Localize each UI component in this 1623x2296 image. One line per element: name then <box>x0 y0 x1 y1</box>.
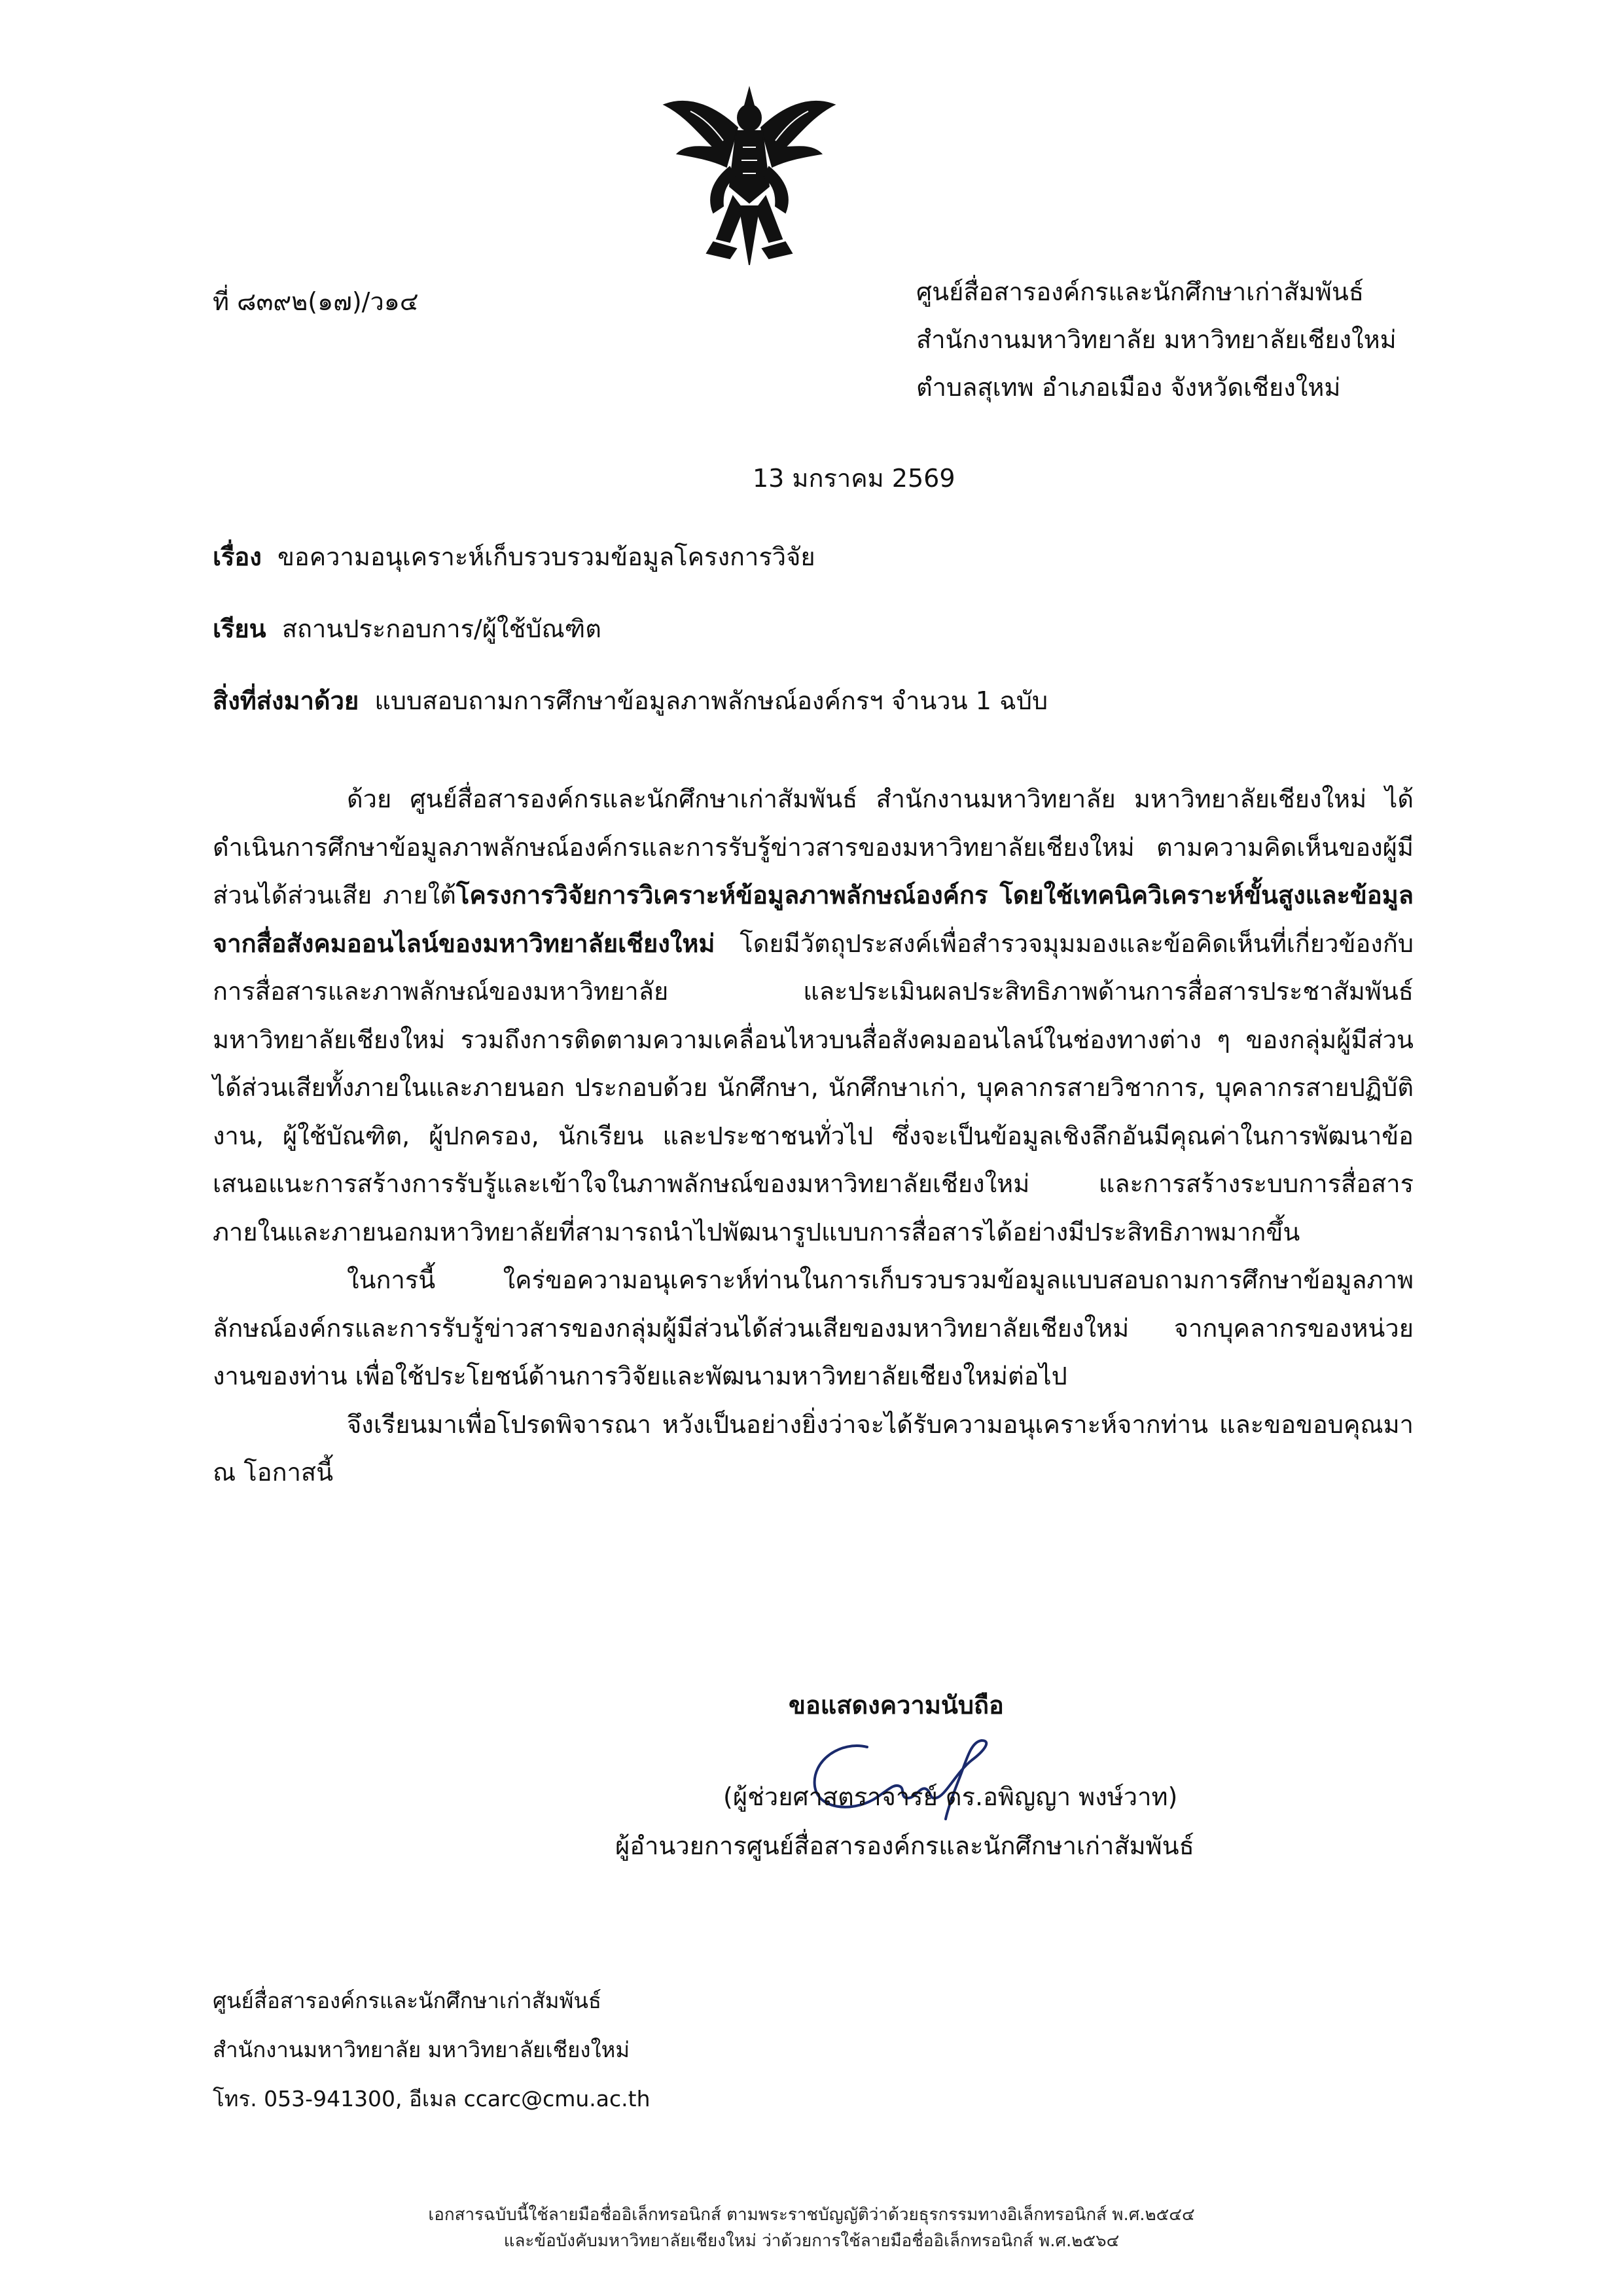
document-number: ที่ ๘๓๙๒(๑๗)/ว๑๔ <box>213 287 419 316</box>
body-paragraph-1 <box>213 775 1414 1256</box>
footer-line: และข้อบังคับมหาวิทยาลัยเชียงใหม่ ว่าด้วยการใช้ลายมือชื่ออิเล็กทรอนิกส์ พ.ศ.๒๕๖๔ <box>503 2231 1120 2251</box>
body-paragraph-3: จึงเรียนมาเพื่อโปรดพิจารณา หวังเป็นอย่างยิ่งว่าจะได้รับความอนุเคราะห์จากท่าน และขอขอบคุณมา ณ โอกาสนี้ <box>213 1409 1414 1487</box>
garuda-emblem-icon <box>651 82 847 278</box>
body-paragraph-2: ในการนี้ ใคร่ขอความอนุเคราะห์ท่านในการเก็บรวบรวมข้อมูลแบบสอบถามการศึกษาข้อมูลภาพลักษณ์องค์กรและการรับรู้ข่าวสารของกลุ่มผู้มีส่วนได้ส่วนเสียของมหาวิทยาลัยเชียงใหม่ จากบุคลากรของหน่วยงานของท่าน เพื่อใช้ประโยชน์ด้านการวิจัยและพัฒนามหาวิทยาลัยเชียงใหม่ต่อไป <box>213 1265 1414 1390</box>
enclosure-label: สิ่งที่ส่งมาด้วย <box>213 686 359 715</box>
letter-body <box>213 775 1414 1497</box>
signer-name: (ผู้ช่วยศาสตราจารย์ ดร.อพิญญา พงษ์วาท) <box>723 1782 1178 1811</box>
contact-unit: ศูนย์สื่อสารองค์กรและนักศึกษาเก่าสัมพันธ์ <box>213 1988 602 2013</box>
sender-line: ศูนย์สื่อสารองค์กรและนักศึกษาเก่าสัมพันธ์ <box>916 277 1364 306</box>
subject-value: ขอความอนุเคราะห์เก็บรวบรวมข้อมูลโครงการวิจัย <box>277 542 815 571</box>
enclosure-value: แบบสอบถามการศึกษาข้อมูลภาพลักษณ์องค์กรฯ จำนวน 1 ฉบับ <box>374 686 1048 715</box>
footer-line: เอกสารฉบับนี้ใช้ลายมือชื่ออิเล็กทรอนิกส์ ตามพระราชบัญญัติว่าด้วยธุรกรรมทางอิเล็กทรอนิกส์ พ.ศ.๒๕๔๔ <box>428 2205 1195 2225</box>
electronic-signature-notice <box>0 2202 1623 2254</box>
paragraph-1-lead: ด้วย ศูนย์สื่อสารองค์กรและนักศึกษาเก่าสัมพันธ์ สำนักงานมหาวิทยาลัย มหาวิทยาลัยเชียงใหม่ ได้ดำเนินการศึกษาข้อมูลภาพลักษณ์องค์กรและการรับรู้ข่าวสารของมหาวิทยาลัยเชียงใหม่ ตามความคิดเห็นของผู้มีส่วนได้ส่วนเสีย ภายใต้ <box>213 785 1414 910</box>
enclosure-line <box>213 680 1048 720</box>
sender-line: ตำบลสุเทพ อำเภอเมือง จังหวัดเชียงใหม่ <box>916 373 1341 402</box>
letter-date: 13 มกราคม 2569 <box>753 464 955 493</box>
subject-line <box>213 537 815 576</box>
recipient-line <box>213 609 601 648</box>
signer-position: ผู้อำนวยการศูนย์สื่อสารองค์กรและนักศึกษาเก่าสัมพันธ์ <box>615 1831 1194 1860</box>
recipient-label: เรียน <box>213 614 266 643</box>
sender-line: สำนักงานมหาวิทยาลัย มหาวิทยาลัยเชียงใหม่ <box>916 325 1397 354</box>
contact-office: สำนักงานมหาวิทยาลัย มหาวิทยาลัยเชียงใหม่ <box>213 2037 630 2062</box>
closing-salutation: ขอแสดงความนับถือ <box>789 1691 1004 1720</box>
paragraph-1-tail: โดยมีวัตถุประสงค์เพื่อสำรวจมุมมองและข้อคิดเห็นที่เกี่ยวข้องกับการสื่อสารและภาพลักษณ์ของมหาวิทยาลัย และประเมินผลประสิทธิภาพด้านการสื่อสารประชาสัมพันธ์มหาวิทยาลัยเชียงใหม่ รวมถึงการติดตามความเคลื่อนไหวบนสื่อสังคมออนไลน์ในช่องทางต่าง ๆ ของกลุ่มผู้มีส่วนได้ส่วนเสียทั้งภายในและภายนอก ประกอบด้วย นักศึกษา, นักศึกษาเก่า, บุคลากรสายวิชาการ, บุคลากรสายปฏิบัติงาน, ผู้ใช้บัณฑิต, ผู้ปกครอง, นักเรียน และประชาชนทั่วไป ซึ่งจะเป็นข้อมูลเชิงลึกอันมีคุณค่าในการพัฒนาข้อเสนอแนะการสร้างการรับรู้และเข้าใจในภาพลักษณ์ของมหาวิทยาลัยเชียงใหม่ และการสร้างระบบการสื่อสารภายในและภายนอกมหาวิทยาลัยที่สามารถนำไปพัฒนารูปแบบการสื่อสารได้อย่างมีประสิทธิภาพมากขึ้น <box>213 928 1414 1246</box>
project-title: โครงการวิจัยการวิเคราะห์ข้อมูลภาพลักษณ์องค์กร โดยใช้เทคนิควิเคราะห์ขั้นสูงและข้อมูลจากสื่อสังคมออนไลน์ของมหาวิทยาลัยเชียงใหม่ <box>213 881 1414 958</box>
contact-phone-email: โทร. 053-941300, อีเมล ccarc@cmu.ac.th <box>213 2086 651 2111</box>
contact-block <box>213 1976 651 2123</box>
sender-address <box>916 268 1397 412</box>
recipient-value: สถานประกอบการ/ผู้ใช้บัณฑิต <box>281 614 601 643</box>
subject-label: เรื่อง <box>213 542 262 571</box>
